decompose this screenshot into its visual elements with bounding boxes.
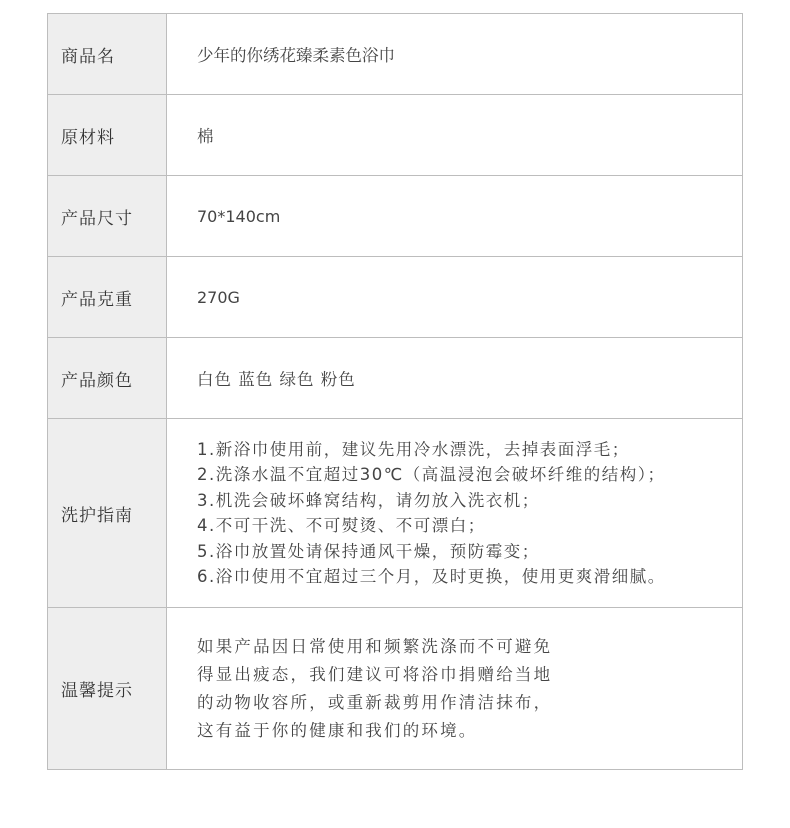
spec-row-colors: [48, 338, 743, 419]
spec-label: 商品名: [48, 14, 167, 95]
spec-value: 70*140cm: [167, 176, 743, 257]
tip-line: 的动物收容所，或重新裁剪用作清洁抹布，: [197, 692, 553, 712]
spec-row-weight: [48, 257, 743, 338]
care-line: 3.机洗会破坏蜂窝结构，请勿放入洗衣机；: [197, 490, 540, 510]
spec-row-care-guide: [48, 419, 743, 608]
tip-line: 如果产品因日常使用和频繁洗涤而不可避免: [197, 636, 553, 656]
care-line: 5.浴巾放置处请保持通风干燥，预防霉变；: [197, 541, 540, 561]
spec-value: 棉: [167, 95, 743, 176]
spec-label: 温馨提示: [48, 608, 167, 770]
tip-line: 得显出疲态，我们建议可将浴巾捐赠给当地: [197, 664, 553, 684]
spec-label: 产品尺寸: [48, 176, 167, 257]
tip-line: 这有益于你的健康和我们的环境。: [197, 720, 478, 740]
spec-label: 洗护指南: [48, 419, 167, 608]
care-line: 2.洗涤水温不宜超过30℃（高温浸泡会破坏纤维的结构）；: [197, 465, 666, 484]
care-line: 6.浴巾使用不宜超过三个月，及时更换，使用更爽滑细腻。: [197, 567, 666, 586]
spec-row-size: [48, 176, 743, 257]
spec-row-product-name: [48, 14, 743, 95]
spec-label: 原材料: [48, 95, 167, 176]
spec-value: 白色 蓝色 绿色 粉色: [167, 338, 743, 419]
spec-label: 产品颜色: [48, 338, 167, 419]
care-line: 4.不可干洗、不可熨烫、不可漂白；: [197, 516, 486, 535]
care-instructions: [167, 419, 743, 608]
spec-row-material: [48, 95, 743, 176]
spec-value: 270G: [167, 257, 743, 338]
spec-label: 产品克重: [48, 257, 167, 338]
product-spec-table: [47, 13, 743, 770]
spec-row-tips: [48, 608, 743, 770]
care-line: 1.新浴巾使用前，建议先用冷水漂洗，去掉表面浮毛；: [197, 439, 630, 459]
tips-text: [167, 608, 743, 770]
spec-value: 少年的你绣花臻柔素色浴巾: [167, 14, 743, 95]
